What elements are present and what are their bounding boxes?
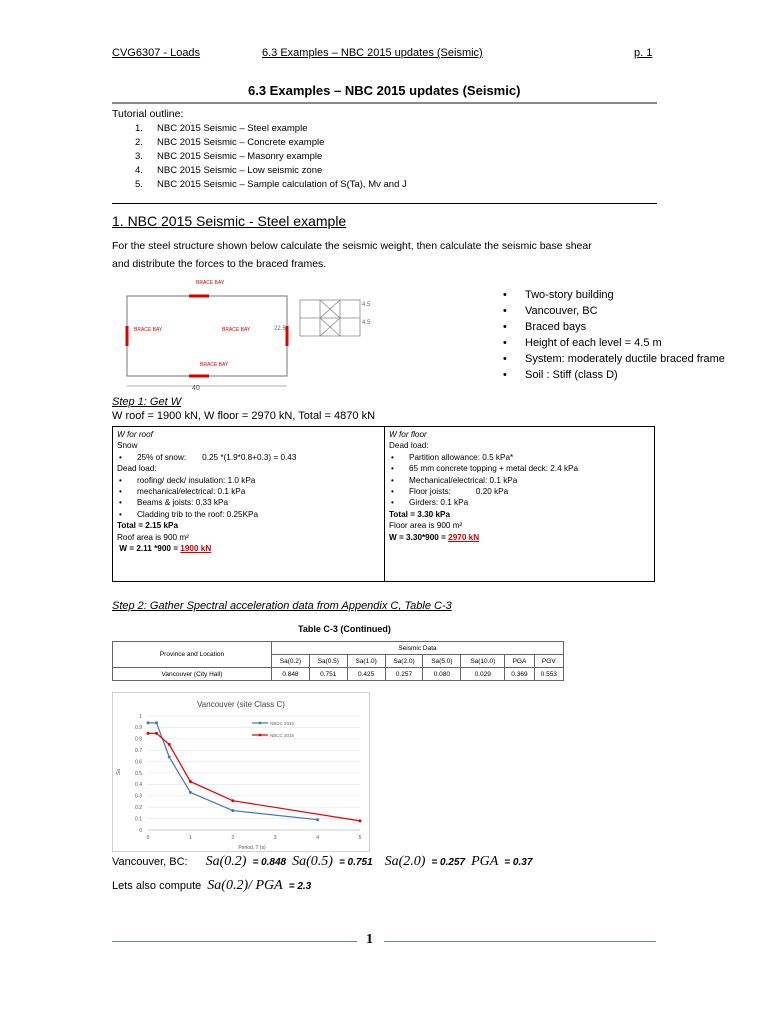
step1-heading: Step 1: Get W	[112, 396, 182, 408]
floor-dead-item: • Mechanical/electrical: 0.1 kPa	[389, 475, 650, 486]
chart-ylabel: Sa	[116, 768, 122, 776]
col-header: Sa(10.0)	[461, 655, 505, 668]
y-tick-label: 0.4	[135, 782, 142, 789]
x-tick-label: 1	[189, 835, 192, 841]
outline-item: 5. NBC 2015 Seismic – Sample calculation of S(Ta), Mv and J	[135, 179, 407, 190]
y-tick-label: 0.5	[135, 770, 142, 777]
floor-weight: W = 3.30*900 = 2970 kN	[389, 532, 480, 542]
roof-dead-item: • Cladding trib to the roof: 0.25KPa	[117, 509, 380, 520]
sa02-value: = 0.848	[252, 857, 287, 868]
floor-dead-item: • 65 mm concrete topping + metal deck: 2.4 kPa	[389, 463, 650, 474]
dim-long: 40	[192, 385, 200, 392]
col-header: Sa(5.0)	[423, 655, 461, 668]
roof-snow-item: • 25% of snow: 0.25 *(1.9*0.8+0.3) = 0.43	[117, 452, 380, 463]
data-point	[231, 809, 234, 812]
col-location: Province and Location	[113, 642, 272, 668]
footer-rule-right	[384, 941, 656, 942]
fact-item: • Braced bays	[503, 319, 725, 335]
roof-column	[113, 427, 385, 581]
col-header: Sa(2.0)	[385, 655, 423, 668]
roof-dead-list	[117, 475, 380, 521]
legend-marker	[259, 722, 262, 725]
outline-item: 4. NBC 2015 Seismic – Low seismic zone	[135, 165, 323, 176]
step1-summary: W roof = 1900 kN, W floor = 2970 kN, Total = 4870 kN	[112, 410, 376, 422]
elevation-frame	[300, 300, 360, 336]
floor-dead-item: • Partition allowance: 0.5 kPa*	[389, 452, 650, 463]
x-tick-label: 3	[273, 835, 277, 841]
row-label: Vancouver (City Hall)	[113, 668, 272, 681]
x-tick-label: 4	[316, 835, 319, 841]
x-tick-label: 5	[358, 835, 362, 841]
table-caption: Table C-3 (Continued)	[298, 624, 391, 634]
data-point	[359, 819, 362, 822]
floor-column	[385, 427, 654, 581]
table-cell: 0.751	[309, 668, 347, 681]
roof-dead-item: • Beams & joists: 0.33 kPa	[117, 497, 380, 508]
title-rule	[112, 102, 657, 104]
x-tick-label: 0	[146, 835, 150, 841]
outline-item: 3. NBC 2015 Seismic – Masonry example	[135, 151, 323, 162]
header-topic: 6.3 Examples – NBC 2015 updates (Seismic)	[262, 47, 483, 59]
brace-label-bottom: BRACE BAY	[200, 362, 229, 368]
roof-dead-item: • roofing/ deck/ insulation: 1.0 kPa	[117, 475, 380, 486]
y-tick-label: 0.2	[135, 805, 142, 811]
values-line	[112, 854, 532, 870]
header-page: p. 1	[634, 47, 653, 59]
roof-weight: W = 2.11 *900 = 1900 kN	[117, 544, 212, 554]
outline-item: 1. NBC 2015 Seismic – Steel example	[135, 123, 308, 134]
step2-heading: Step 2: Gather Spectral acceleration data from Appendix C, Table C-3	[112, 600, 452, 612]
x-tick-label: 2	[231, 835, 235, 841]
y-tick-label: 0.6	[135, 759, 142, 766]
ratio-value: = 2.3	[288, 881, 312, 892]
roof-total: Total = 2.15 kPa	[117, 521, 179, 531]
chart-title: Vancouver (site Class C)	[197, 700, 285, 709]
values-label: Vancouver, BC:	[112, 856, 188, 868]
y-tick-label: 0.9	[135, 725, 142, 732]
outline-item: 2. NBC 2015 Seismic – Concrete example	[135, 137, 325, 148]
data-point	[189, 791, 192, 794]
ratio-label: Lets also compute	[112, 880, 202, 892]
weight-table	[112, 426, 655, 582]
data-point	[168, 743, 171, 746]
y-tick-label: 0	[139, 827, 142, 834]
col-header: PGA	[505, 655, 534, 668]
dim-short: 22.5	[274, 326, 286, 332]
floor-dead-item: • Girders: 0.1 kPa	[389, 497, 650, 508]
roof-dead-item: • mechanical/electrical: 0.1 kPa	[117, 486, 380, 497]
chart-frame	[113, 693, 370, 852]
y-tick-label: 0.8	[135, 736, 142, 743]
fact-item: • Two-story building	[503, 287, 725, 303]
col-header: Sa(0.2)	[272, 655, 310, 668]
roof-title: W for roof	[117, 430, 153, 439]
page-number: 1	[366, 932, 373, 947]
data-point	[316, 818, 319, 821]
roof-snow-list	[117, 452, 380, 463]
pga-value: = 0.37	[504, 857, 533, 868]
story-height-1: 4.5	[362, 302, 371, 308]
col-group: Seismic Data	[272, 642, 564, 655]
document-title: 6.3 Examples – NBC 2015 updates (Seismic)	[248, 83, 521, 98]
table-cell: 0.848	[272, 668, 310, 681]
legend-label: NBCC 2010	[270, 720, 295, 726]
data-point	[147, 721, 150, 724]
story-height-2: 4.5	[362, 320, 371, 326]
brace-label-left: BRACE BAY	[134, 327, 163, 333]
outline-rule	[112, 203, 657, 204]
fact-item: • System: moderately ductile braced frame	[503, 351, 725, 367]
y-tick-label: 0.3	[135, 793, 142, 800]
y-tick-label: 1	[139, 713, 142, 720]
structure-sketch	[112, 276, 412, 394]
table-cell: 0.553	[534, 668, 563, 681]
chart-xlabel: Period, T (s)	[238, 845, 266, 851]
section1-heading: 1. NBC 2015 Seismic - Steel example	[112, 213, 347, 229]
fact-item: • Soil : Stiff (class D)	[503, 367, 725, 383]
header-course: CVG6307 - Loads	[112, 47, 201, 59]
data-point	[147, 732, 150, 735]
sa20-symbol: Sa(2.0)	[384, 854, 426, 869]
floor-title: W for floor	[389, 430, 427, 439]
col-header: Sa(0.5)	[309, 655, 347, 668]
data-point	[231, 799, 234, 802]
brace-label-top: BRACE BAY	[196, 280, 225, 286]
data-point	[155, 732, 158, 735]
outline-list	[135, 122, 407, 192]
data-point	[189, 780, 192, 783]
data-point	[168, 756, 171, 759]
table-cell: 0.425	[347, 668, 385, 681]
fact-item: • Vancouver, BC	[503, 303, 725, 319]
floor-dead-label: Dead load:	[389, 441, 429, 451]
sa05-value: = 0.751	[338, 857, 373, 868]
legend-marker	[259, 734, 262, 737]
table-cell: 0.080	[423, 668, 461, 681]
ratio-line	[112, 878, 311, 894]
pga-symbol: PGA	[471, 854, 499, 869]
fact-item: • Height of each level = 4.5 m	[503, 335, 725, 351]
sa05-symbol: Sa(0.5)	[292, 854, 333, 869]
floor-area: Floor area is 900 m²	[389, 521, 463, 531]
y-tick-label: 0.7	[135, 748, 142, 754]
floor-dead-list	[389, 452, 650, 509]
building-facts	[503, 287, 725, 383]
legend-label: NBCC 2015	[270, 732, 295, 738]
y-tick-label: 0.1	[135, 816, 142, 823]
floor-dead-item: • Floor joists: 0.20 kPa	[389, 486, 650, 497]
roof-dead-label: Dead load:	[117, 464, 157, 474]
table-cell: 0.029	[461, 668, 505, 681]
section1-intro-2: and distribute the forces to the braced frames.	[112, 258, 327, 270]
table-cell: 0.257	[385, 668, 423, 681]
data-point	[155, 721, 158, 724]
roof-area: Roof area is 900 m²	[117, 532, 189, 542]
outline-label: Tutorial outline:	[112, 108, 184, 120]
sa02-symbol: Sa(0.2)	[205, 854, 247, 869]
roof-snow-label: Snow	[117, 441, 138, 451]
col-header: PGV	[534, 655, 563, 668]
floor-total: Total = 3.30 kPa	[389, 509, 451, 519]
table-cell: 0.369	[505, 668, 534, 681]
ratio-symbol: Sa(0.2)/ PGA	[207, 878, 283, 893]
section1-intro-1: For the steel structure shown below calculate the seismic weight, then calculate the seismic base shear	[112, 240, 592, 252]
brace-label-right: BRACE BAY	[222, 327, 251, 333]
col-header: Sa(1.0)	[347, 655, 385, 668]
footer-rule-left	[112, 941, 357, 942]
seismic-data-table	[112, 641, 564, 681]
sa20-value: = 0.257	[431, 857, 466, 868]
spectral-acceleration-chart	[112, 692, 370, 852]
